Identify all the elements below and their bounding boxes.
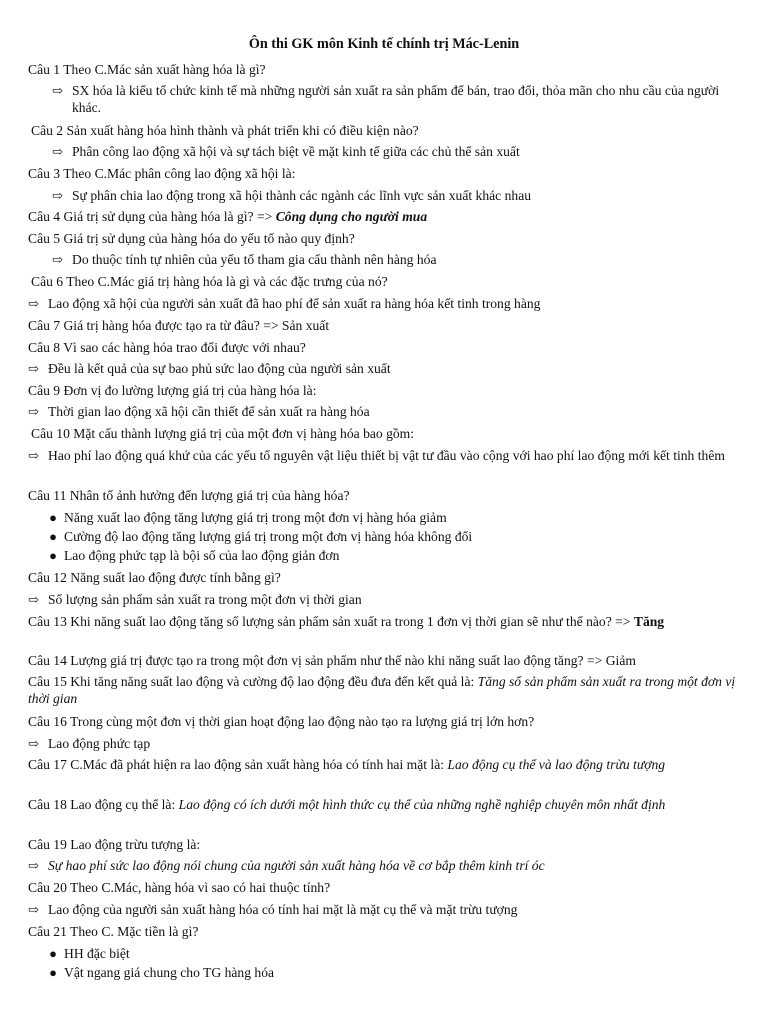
arrow-icon: ⇨ (28, 736, 39, 751)
arrow-icon: ⇨ (28, 296, 39, 311)
question-14: Câu 14 Lượng giá trị được tạo ra trong một đơn vị sản phẩm như thế nào khi năng suất lao động tăng? => Giảm (28, 653, 636, 668)
question-17: Câu 17 C.Mác đã phát hiện ra lao động sản xuất hàng hóa có tính hai mặt là: Lao động cụ thể và lao động trừu tượng (28, 757, 666, 772)
bullet-icon: ● (49, 548, 57, 563)
question-9: Câu 9 Đơn vị đo lường lượng giá trị của hàng hóa là: (28, 383, 317, 398)
answer-6: ⇨ Lao động xã hội của người sản xuất đã hao phí để sản xuất ra hàng hóa kết tinh trong hàng (28, 296, 541, 311)
answer-1: ⇨ SX hóa là kiểu tổ chức kinh tế mà những người sản xuất ra sản phẩm để bán, trao đổi, thỏa mãn cho nhu cầu của người khác. (52, 83, 720, 115)
question-8: Câu 8 Vì sao các hàng hóa trao đổi được với nhau? (28, 340, 306, 355)
arrow-icon: ⇨ (28, 592, 39, 607)
question-1: Câu 1 Theo C.Mác sản xuất hàng hóa là gì? (28, 62, 266, 77)
bullet-icon: ● (49, 946, 57, 961)
question-4: Câu 4 Giá trị sử dụng của hàng hóa là gì? => Công dụng cho người mua (28, 209, 428, 224)
arrow-icon: ⇨ (28, 858, 39, 873)
bullet-icon: ● (49, 529, 57, 544)
answer-3: ⇨ Sự phân chia lao động trong xã hội thành các ngành các lĩnh vực sản xuất khác nhau (52, 188, 532, 203)
arrow-icon: ⇨ (52, 188, 63, 203)
answer-12: ⇨ Số lượng sản phẩm sản xuất ra trong một đơn vị thời gian (28, 592, 362, 607)
question-6: Câu 6 Theo C.Mác giá trị hàng hóa là gì và các đặc trưng của nó? (31, 274, 388, 289)
answer-9: ⇨ Thời gian lao động xã hội cần thiết để sản xuất ra hàng hóa (28, 404, 370, 419)
answer-4: Công dụng cho người mua (275, 209, 428, 224)
answer-5: ⇨ Do thuộc tính tự nhiên của yếu tố tham gia cấu thành nên hàng hóa (52, 252, 437, 267)
arrow-icon: ⇨ (28, 361, 39, 376)
question-12: Câu 12 Năng suất lao động được tính bằng gì? (28, 570, 281, 585)
answer-20: ⇨ Lao động của người sản xuất hàng hóa có tính hai mặt là mặt cụ thể và mặt trừu tượng (28, 902, 518, 917)
answer-19: ⇨ Sự hao phí sức lao động nói chung của người sản xuất hàng hóa về cơ bắp thêm kinh trí óc (28, 858, 545, 873)
answer-18: Lao động có ích dưới một hình thức cụ thể của những nghề nghiệp chuyên môn nhất định (178, 797, 666, 812)
answer-2: ⇨ Phân công lao động xã hội và sự tách biệt về mặt kinh tế giữa các chủ thể sản xuất (52, 144, 520, 159)
question-13: Câu 13 Khi năng suất lao động tăng số lượng sản phẩm sản xuất ra trong 1 đơn vị thời gian sẽ như thế nào? => Tăng (28, 614, 665, 629)
answer-16: ⇨ Lao động phức tạp (28, 736, 151, 751)
arrow-icon: ⇨ (28, 448, 39, 463)
arrow-icon: ⇨ (52, 144, 63, 159)
question-15: Câu 15 Khi tăng năng suất lao động và cường độ lao động đều đưa đến kết quả là: Tăng số sản phẩm sản xuất ra trong một đơn vị thời gian (28, 674, 736, 706)
question-16: Câu 16 Trong cùng một đơn vị thời gian hoạt động lao động nào tạo ra lượng giá trị lớn hơn? (28, 714, 535, 729)
arrow-icon: ⇨ (52, 252, 63, 267)
bullet-item: ● Năng xuất lao động tăng lượng giá trị trong một đơn vị hàng hóa giảm (42, 509, 730, 526)
question-21: Câu 21 Theo C. Mặc tiền là gì? (28, 924, 199, 939)
question-19: Câu 19 Lao động trừu tượng là: (28, 837, 201, 852)
answer-8: ⇨ Đều là kết quả của sự bao phủ sức lao động của người sản xuất (28, 361, 391, 376)
arrow-icon: ⇨ (28, 902, 39, 917)
answer-15: Tăng số sản phẩm sản xuất ra trong một đơn vị thời gian (28, 674, 736, 706)
question-18: Câu 18 Lao động cụ thể là: Lao động có ích dưới một hình thức cụ thể của những nghề nghiệp chuyên môn nhất định (28, 797, 666, 812)
bullet-item: ● Vật ngang giá chung cho TG hàng hóa (42, 964, 730, 981)
arrow-icon: ⇨ (28, 404, 39, 419)
question-7: Câu 7 Giá trị hàng hóa được tạo ra từ đâu? => Sản xuất (28, 318, 330, 333)
question-5: Câu 5 Giá trị sử dụng của hàng hóa do yếu tố nào quy định? (28, 231, 355, 246)
arrow-icon: ⇨ (52, 83, 63, 98)
bullet-icon: ● (49, 510, 57, 525)
document-title: Ôn thi GK môn Kinh tế chính trị Mác-Lenin (248, 36, 520, 52)
bullet-item: ● HH đặc biệt (42, 945, 730, 962)
question-11: Câu 11 Nhân tố ảnh hưởng đến lượng giá trị của hàng hóa? (28, 488, 350, 503)
question-20: Câu 20 Theo C.Mác, hàng hóa vì sao có hai thuộc tính? (28, 880, 331, 895)
bullet-item: ● Lao động phức tạp là bội số của lao động giản đơn (42, 547, 730, 564)
bullet-icon: ● (49, 965, 57, 980)
bullet-item: ● Cường độ lao động tăng lượng giá trị trong một đơn vị hàng hóa không đổi (42, 528, 730, 545)
answer-13: Tăng (633, 614, 665, 629)
question-2: Câu 2 Sản xuất hàng hóa hình thành và phát triển khi có điều kiện nào? (31, 123, 419, 138)
question-3: Câu 3 Theo C.Mác phân công lao động xã hội là: (28, 166, 296, 181)
answer-10: ⇨ Hao phí lao động quá khứ của các yếu tố nguyên vật liệu thiết bị vật tư đầu vào cộng với hao phí lao động mới kết tinh thêm (28, 448, 725, 463)
answer-17: Lao động cụ thể và lao động trừu tượng (447, 757, 666, 772)
question-10: Câu 10 Mặt cấu thành lượng giá trị của một đơn vị hàng hóa bao gồm: (31, 426, 415, 441)
